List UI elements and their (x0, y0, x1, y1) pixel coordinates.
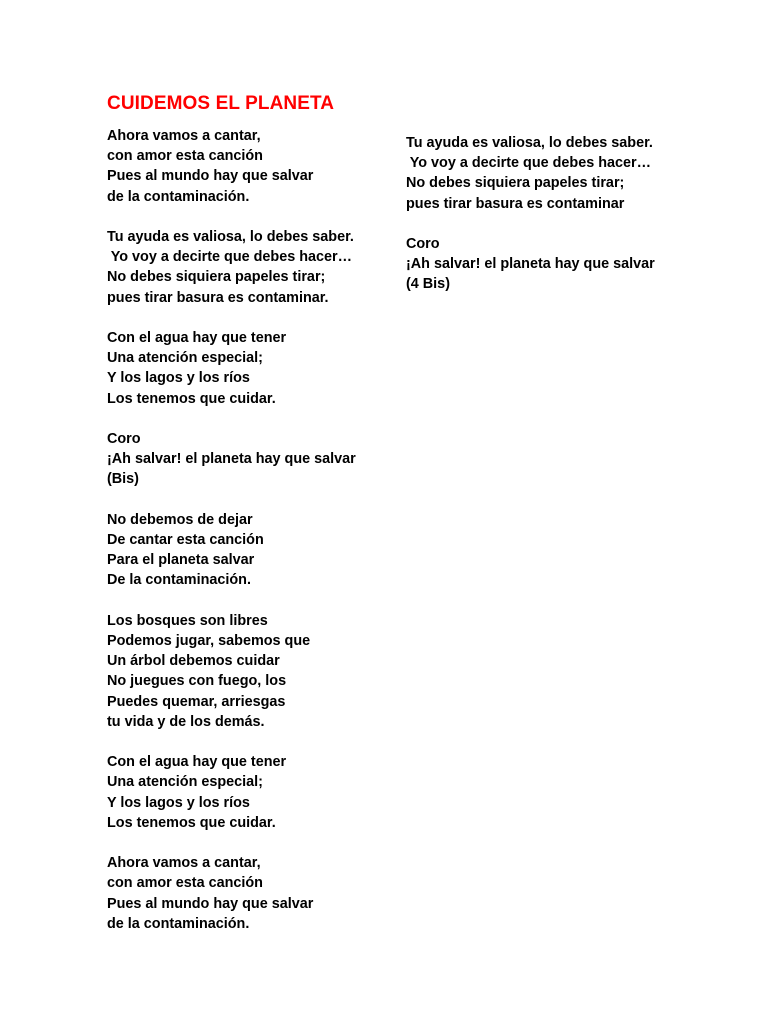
lyric-line: Una atención especial; (107, 774, 263, 791)
lyric-line: pues tirar basura es contaminar (406, 195, 625, 212)
lyric-line: Pues al mundo hay que salvar (107, 895, 314, 912)
lyric-line: pues tirar basura es contaminar. (107, 289, 329, 306)
lyric-line: (4 Bis) (406, 276, 450, 293)
stanza (107, 328, 377, 409)
lyric-line: Ahora vamos a cantar, (107, 128, 261, 144)
lyric-line: No debemos de dejar (107, 511, 253, 528)
lyric-line: Coro (107, 431, 141, 447)
song-title: CUIDEMOS EL PLANETA (107, 93, 335, 114)
lyric-line: Pues al mundo hay que salvar (107, 168, 314, 185)
stanza (107, 853, 377, 934)
lyric-line: De cantar esta canción (107, 532, 264, 548)
lyric-line: Con el agua hay que tener (107, 330, 287, 346)
lyric-line: con amor esta canción (107, 148, 263, 165)
lyric-line: Puedes quemar, arriesgas (107, 693, 286, 710)
left-column (107, 126, 377, 954)
lyric-line: tu vida y de los demás. (107, 713, 265, 730)
stanza-chorus (406, 234, 662, 295)
lyric-line: Para el planeta salvar (107, 552, 255, 569)
lyric-line: De la contaminación. (107, 572, 251, 589)
lyric-line: de la contaminación. (107, 188, 250, 205)
lyric-line: Yo voy a decirte que debes hacer… (406, 155, 652, 172)
stanza (406, 133, 662, 214)
lyric-line: No debes siquiera papeles tirar; (107, 269, 326, 286)
right-column (406, 133, 662, 315)
stanza (107, 752, 377, 833)
lyric-line: Podemos jugar, sabemos que (107, 633, 311, 649)
stanza (107, 611, 377, 732)
lyric-line: Y los lagos y los ríos (107, 370, 250, 387)
lyric-line: No juegues con fuego, los (107, 673, 287, 690)
stanza (107, 429, 377, 490)
lyric-line: Yo voy a decirte que debes hacer… (107, 249, 353, 266)
lyric-line: Coro (406, 236, 440, 252)
lyric-line: Los tenemos que cuidar. (107, 814, 276, 831)
lyric-line: Los tenemos que cuidar. (107, 390, 276, 407)
lyric-line: ¡Ah salvar! el planeta hay que salvar (406, 256, 655, 273)
lyric-line: Tu ayuda es valiosa, lo debes saber. (107, 229, 354, 245)
lyric-line: Una atención especial; (107, 350, 263, 367)
stanza (107, 227, 377, 308)
lyric-line: de la contaminación. (107, 915, 250, 932)
lyric-line: Y los lagos y los ríos (107, 794, 250, 811)
lyric-line: (Bis) (107, 471, 139, 488)
lyric-line: Con el agua hay que tener (107, 754, 287, 771)
stanza (107, 510, 377, 591)
lyric-line: con amor esta canción (107, 875, 263, 892)
lyric-line: Los bosques son libres (107, 612, 268, 629)
lyric-line: No debes siquiera papeles tirar; (406, 175, 625, 192)
lyric-line: Un árbol debemos cuidar (107, 653, 280, 670)
lyric-line: Ahora vamos a cantar, (107, 855, 261, 872)
lyric-line: ¡Ah salvar! el planeta hay que salvar (107, 451, 356, 468)
lyric-line: Tu ayuda es valiosa, lo debes saber. (406, 135, 653, 151)
stanza (107, 126, 377, 207)
